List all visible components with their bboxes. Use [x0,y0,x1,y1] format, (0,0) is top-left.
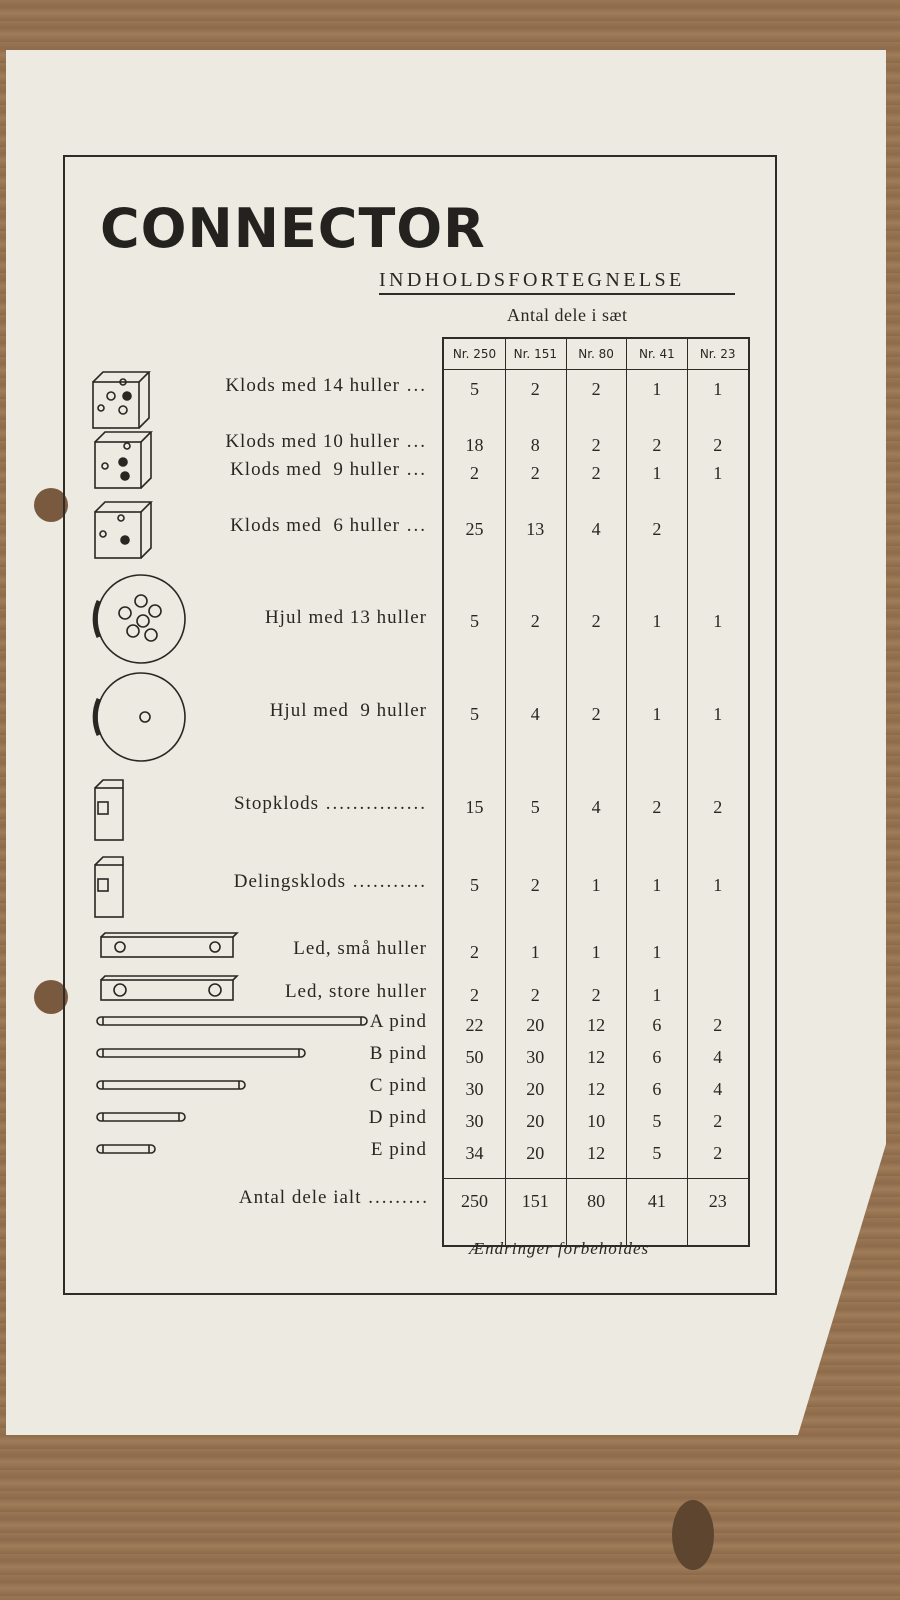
pin-c-icon [97,1081,245,1089]
table-cell: 23 [708,1191,727,1211]
part-row-label-text: A pind [369,1011,427,1032]
table-cell: 4 [713,1047,723,1067]
table-cell: 4 [591,519,601,539]
content-frame [63,155,777,1295]
table-cell: 1 [652,942,662,962]
table-cell: 5 [470,704,479,724]
table-caption: Antal dele i sæt [507,305,628,325]
leader-dots: ......... [361,1187,429,1208]
pin-d-icon [97,1113,185,1121]
table-cell: 34 [465,1143,484,1163]
table-cell: 1 [591,875,601,895]
table-cell: 30 [465,1111,484,1131]
table-cell: 5 [530,797,540,817]
table-cell: 5 [652,1143,662,1163]
total-row-label-text: Antal dele ialt [238,1187,362,1208]
link-small-holes-icon [101,933,237,957]
table-cell: 25 [465,519,484,539]
table-cell: 8 [530,435,540,455]
table-cell: 6 [652,1047,662,1067]
page-subtitle: INDHOLDSFORTEGNELSE [379,269,735,295]
part-row-label-text: Hjul med 9 huller [269,700,427,721]
pin-a-icon [97,1017,367,1025]
table-cell: 2 [591,463,601,483]
pin-e-icon [97,1145,155,1153]
table-cell: 2 [713,797,723,817]
table-cell: 2 [470,985,479,1005]
table-cell: 151 [521,1191,549,1211]
table-cell: 13 [526,519,545,539]
column-header: Nr. 23 [699,347,736,361]
leader-dots: ... [400,431,427,452]
table-cell: 20 [526,1079,545,1099]
wheel-13-holes-icon [95,575,185,663]
part-row-label-text: Led, store huller [284,981,427,1002]
table-cell: 4 [530,704,540,724]
part-row-label-text: C pind [369,1075,427,1096]
table-cell: 2 [530,611,540,631]
link-large-holes-icon [101,976,237,1000]
wood-knot [672,1500,714,1570]
leader-dots: ... [400,375,427,396]
table-cell: 2 [713,1143,723,1163]
split-block-icon [95,857,123,917]
table-cell: 2 [530,463,540,483]
brand-title: CONNECTOR [100,197,486,260]
table-cell: 2 [470,942,479,962]
table-cell: 1 [652,611,662,631]
column-header: Nr. 151 [513,347,557,361]
cube-10-holes-icon [95,432,151,488]
part-row-label-text: Klods med 6 huller [230,515,400,536]
parts-table [442,337,750,1247]
table-cell: 20 [526,1143,545,1163]
table-cell: 5 [652,1111,662,1131]
table-cell: 1 [713,463,723,483]
table-cell: 10 [587,1111,606,1131]
part-row-label-text: Stopklods [233,793,319,814]
table-cell: 5 [470,379,479,399]
table-cell: 5 [470,875,479,895]
table-cell: 2 [530,985,540,1005]
table-cell: 2 [652,435,662,455]
table-cell: 1 [652,985,662,1005]
leader-dots: ........... [346,871,427,892]
table-cell: 1 [713,379,723,399]
leader-dots: ... [400,459,427,480]
part-row-label-text: Klods med 10 huller [225,431,400,452]
table-cell: 22 [465,1015,484,1035]
total-divider [444,1178,748,1179]
cube-6-holes-icon [95,502,151,558]
table-cell: 30 [465,1079,484,1099]
table-cell: 41 [647,1191,666,1211]
leader-dots: ... [400,515,427,536]
table-cell: 1 [591,942,601,962]
table-cell: 2 [591,704,601,724]
table-cell: 2 [591,985,601,1005]
table-cell: 2 [652,797,662,817]
table-cell: 5 [470,611,479,631]
table-cell: 2 [470,463,479,483]
pin-b-icon [97,1049,305,1057]
footer-note: Ændringer forbeholdes [469,1239,650,1258]
table-cell: 80 [587,1191,606,1211]
leader-dots: ............... [319,793,427,814]
part-row-label-text: Hjul med 13 huller [264,607,427,628]
table-cell: 12 [587,1143,606,1163]
table-cell: 6 [652,1015,662,1035]
part-row-label-text: E pind [370,1139,427,1160]
stop-block-icon [95,780,123,840]
column-header: Nr. 80 [578,347,614,361]
part-row-label-text: D pind [368,1107,427,1128]
table-cell: 2 [652,519,662,539]
table-cell: 20 [526,1111,545,1131]
table-cell: 12 [587,1015,606,1035]
table-cell: 2 [713,435,723,455]
table-cell: 2 [530,875,540,895]
table-cell: 1 [713,611,723,631]
table-cell: 20 [526,1015,545,1035]
table-cell: 12 [587,1079,606,1099]
table-cell: 1 [652,463,662,483]
table-cell: 2 [591,435,601,455]
table-cell: 15 [465,797,484,817]
column-header: Nr. 250 [452,347,497,361]
part-row-label-text: Delingsklods [233,871,346,892]
table-cell: 1 [713,704,723,724]
table-cell: 4 [591,797,601,817]
table-cell: 250 [461,1191,488,1211]
table-cell: 2 [713,1111,723,1131]
table-cell: 2 [530,379,540,399]
table-cell: 1 [713,875,723,895]
table-cell: 2 [713,1015,723,1035]
table-cell: 18 [465,435,484,455]
table-cell: 12 [587,1047,606,1067]
cube-14-holes-icon [93,372,149,428]
table-cell: 30 [526,1047,545,1067]
part-row-label-text: B pind [369,1043,427,1064]
table-cell: 1 [652,379,662,399]
table-cell: 6 [652,1079,662,1099]
table-cell: 4 [713,1079,723,1099]
column-header: Nr. 41 [639,347,675,361]
table-cell: 2 [591,379,601,399]
table-cell: 50 [465,1047,484,1067]
wheel-9-holes-icon [95,673,185,761]
part-row-label-text: Klods med 9 huller [230,459,400,480]
part-illustrations [65,337,425,1237]
table-cell: 1 [530,942,540,962]
part-row-label-text: Klods med 14 huller [225,375,400,396]
table-cell: 2 [591,611,601,631]
table-cell: 1 [652,704,662,724]
part-row-label-text: Led, små huller [293,938,427,959]
table-cell: 1 [652,875,662,895]
header-divider [444,369,748,370]
